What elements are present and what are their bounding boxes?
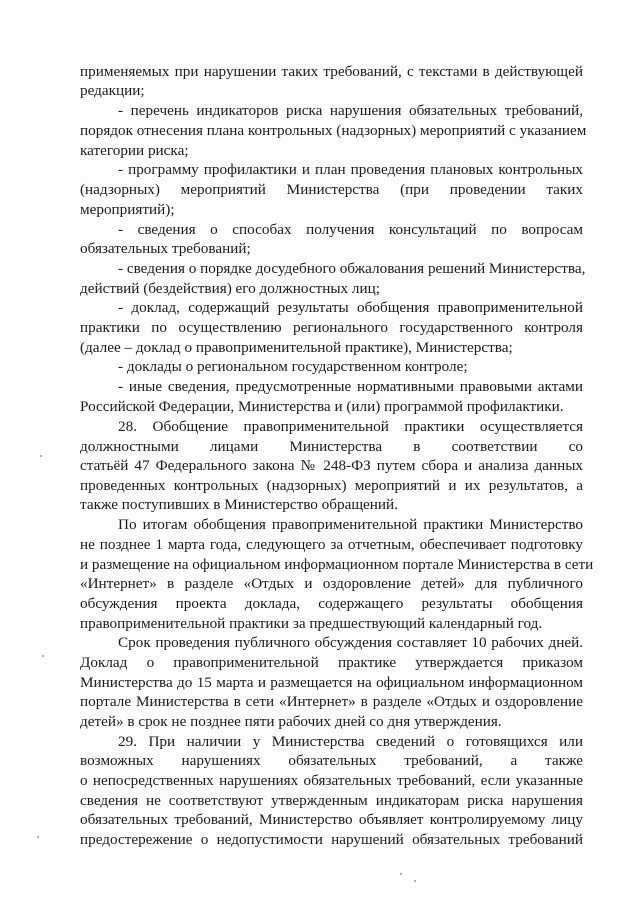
text-line: Министерства до 15 марта и размещается на официальном информационном [80, 674, 583, 691]
text-line: практики по осуществлению регионального государственного контроля [80, 319, 583, 336]
text-line: - сведения о порядке досудебного обжалования решений Министерства, [118, 260, 586, 277]
text-line: обязательных требований; [80, 240, 251, 257]
text-line: По итогам обобщения правоприменительной практики Министерство [118, 516, 583, 533]
text-line: предостережение о недопустимости нарушений обязательных требований [80, 831, 583, 848]
text-line: 29. При наличии у Министерства сведений о готовящихся или [118, 733, 583, 750]
text-line: обсуждения проекта доклада, содержащего результаты обобщения [80, 595, 583, 612]
text-line: редакции; [80, 82, 145, 99]
text-line: - перечень индикаторов риска нарушения обязательных требований, [118, 102, 583, 119]
scan-speck [37, 836, 39, 838]
text-line: действий (бездействия) его должностных лиц; [80, 280, 380, 297]
text-line: 28. Обобщение правоприменительной практики осуществляется [118, 418, 583, 435]
text-line: Срок проведения публичного обсуждения составляет 10 рабочих дней. [118, 634, 583, 651]
text-line: (далее – доклад о правоприменительной практике), Министерства; [80, 339, 513, 356]
text-line: возможных нарушениях обязательных требований, а также [80, 752, 583, 769]
text-line: должностными лицами Министерства в соответствии со [80, 438, 583, 455]
scan-speck [400, 873, 402, 875]
scan-speck [40, 455, 42, 457]
scan-speck [42, 655, 44, 657]
text-line: о непосредственных нарушениях обязательных требований, если указанные [80, 772, 583, 789]
text-line: - программу профилактики и план проведения плановых контрольных [118, 161, 583, 178]
text-line: обязательных требований, Министерство объявляет контролируемому лицу [80, 811, 583, 828]
text-line: Российской Федерации, Министерства и (или) программой профилактики. [80, 398, 564, 415]
text-line: сведения не соответствуют утвержденным индикаторам риска нарушения [80, 792, 583, 809]
scan-speck [414, 880, 416, 882]
text-line: портале Министерства в сети «Интернет» в разделе «Отдых и оздоровление [80, 693, 583, 710]
text-line: - сведения о способах получения консультаций по вопросам [118, 221, 583, 238]
text-line: (надзорных) мероприятий Министерства (при проведении таких [80, 181, 583, 198]
text-line: Доклад о правоприменительной практике утверждается приказом [80, 654, 583, 671]
text-line: порядок отнесения плана контрольных (надзорных) мероприятий с указанием [80, 122, 587, 139]
text-line: «Интернет» в разделе «Отдых и оздоровление детей» для публичного [80, 575, 583, 592]
text-line: не позднее 1 марта года, следующего за отчетным, обеспечивает подготовку [80, 536, 583, 553]
text-line: правоприменительной практики за предшествующий календарный год. [80, 615, 543, 632]
text-line: детей» в срок не позднее пяти рабочих дней со дня утверждения. [80, 713, 502, 730]
text-line: - доклады о региональном государственном контроле; [118, 358, 468, 375]
text-line: статьёй 47 Федерального закона № 248-ФЗ путем сбора и анализа данных [80, 457, 583, 474]
text-line: применяемых при нарушении таких требований, с текстами в действующей [80, 63, 583, 80]
text-line: также поступивших в Министерство обращений. [80, 496, 398, 513]
text-line: категории риска; [80, 142, 189, 159]
text-line: проведенных контрольных (надзорных) мероприятий и их результатов, а [80, 477, 583, 494]
text-line: и размещение на официальном информационном портале Министерства в сети [80, 556, 594, 573]
text-line: мероприятий); [80, 201, 175, 218]
text-line: - иные сведения, предусмотренные нормативными правовыми актами [118, 378, 583, 395]
text-line: - доклад, содержащий результаты обобщения правоприменительной [118, 299, 583, 316]
